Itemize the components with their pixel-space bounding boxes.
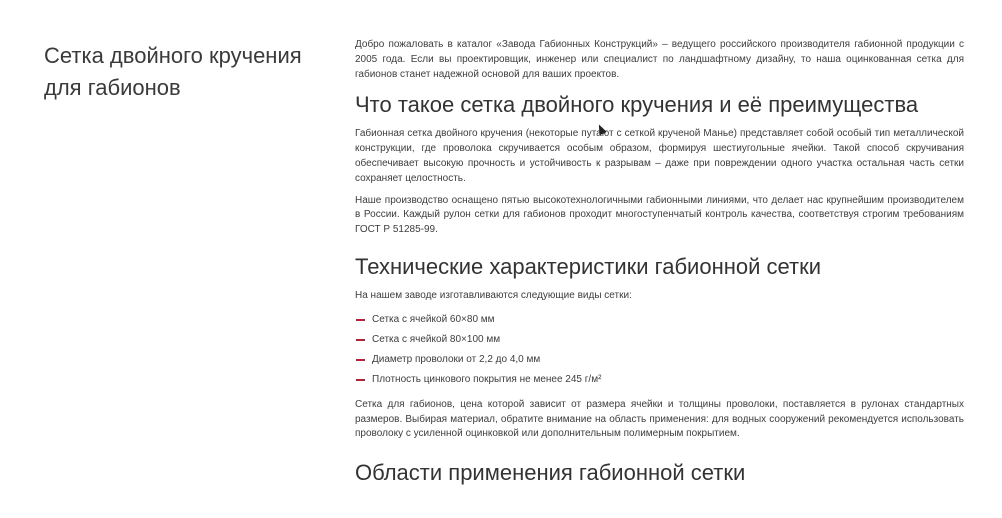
section2-paragraph: Сетка для габионов, цена которой зависит от размера ячейки и толщины проволоки, поставляется в рулонах стандартных размеров. Выбирая материал, обратите внимание на область применения: для водных сооружений рекомендуется использовать проволоку с усиленной оцинковкой или дополнительным полимерным покрытием. (355, 398, 964, 440)
dash-bullet-icon (356, 339, 365, 341)
dash-bullet-icon (356, 319, 365, 321)
list-item (355, 350, 964, 370)
dash-bullet-icon (356, 359, 365, 361)
intro-paragraph: Добро пожаловать в каталог «Завода Габионных Конструкций» – ведущего российского производителя габионной продукции с 2005 года. Если вы проектировщик, инженер или специалист по ландшафтному дизайну, то наша оцинкованная сетка для габионов станет надежной основой для ваших проектов. (355, 39, 964, 80)
section-heading-applications: Области применения габионной сетки (355, 460, 746, 486)
section-heading-specs: Технические характеристики габионной сетки (355, 253, 821, 279)
list-item (355, 310, 964, 330)
list-item-text: Плотность цинкового покрытия не менее 245 г/м² (372, 373, 602, 385)
article-content (355, 38, 964, 489)
page-title: Сетка двойного кручения для габионов (44, 43, 302, 100)
list-item-text: Сетка с ячейкой 60×80 мм (372, 313, 495, 325)
dash-bullet-icon (356, 379, 365, 381)
section1-paragraph-2: Наше производство оснащено пятью высокотехнологичными габионными линиями, что делает нас крупнейшим производителем в России. Каждый рулон сетки для габионов проходит многоступенчатый контроль качества, соответствуя строгим требованиям ГОСТ Р 51285-99. (355, 194, 964, 236)
list-item-text: Сетка с ячейкой 80×100 мм (372, 333, 501, 345)
section1-paragraph-1: Габионная сетка двойного кручения (некоторые путают с сеткой крученой Манье) представляет собой особый тип металлической конструкции, где проволока скручивается особым образом, формируя шестиугольные ячейки. Такой способ скручивания обеспечивает высокую прочность и устойчивость к разрывам – даже при повреждении одного участка остальная часть сетки сохраняет целостность. (355, 128, 964, 184)
specs-lead-in: На нашем заводе изготавливаются следующие виды сетки: (355, 289, 632, 301)
list-item-text: Диаметр проволоки от 2,2 до 4,0 мм (372, 353, 541, 365)
specs-list (355, 310, 964, 390)
list-item (355, 370, 964, 390)
list-item (355, 330, 964, 350)
section-heading-what-is: Что такое сетка двойного кручения и её преимущества (355, 92, 919, 118)
